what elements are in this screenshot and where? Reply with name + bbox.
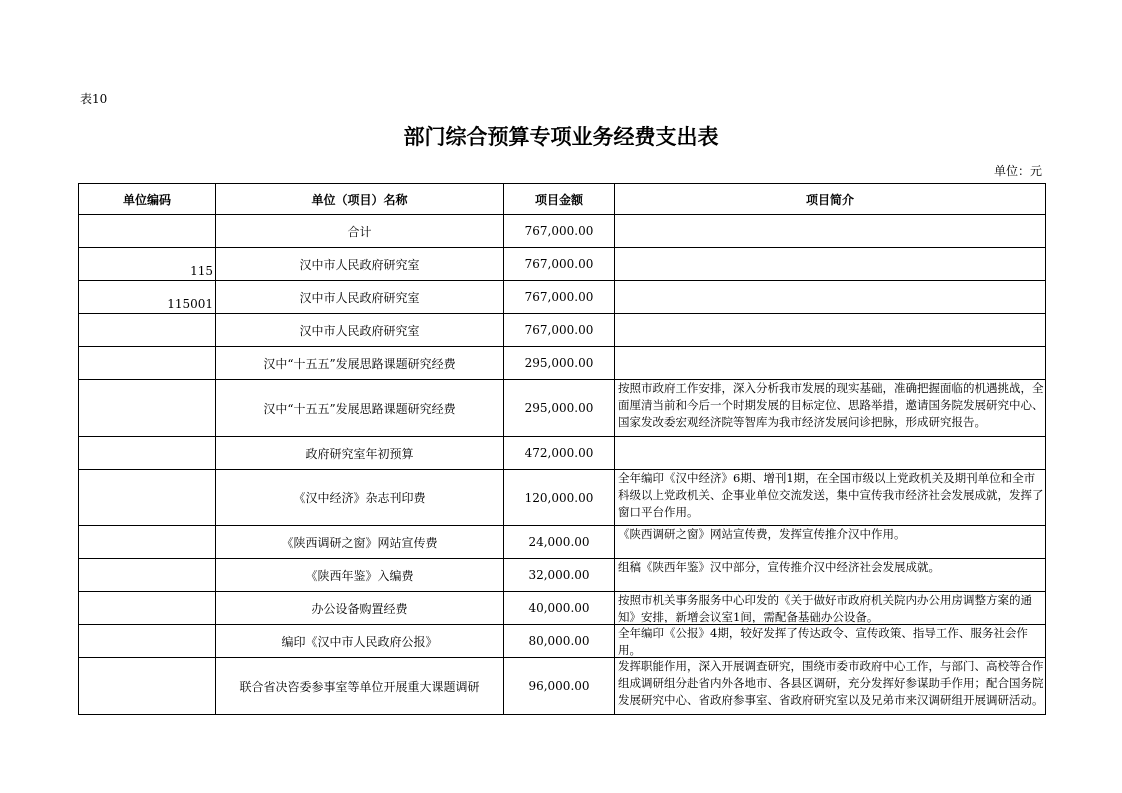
description-cell: [615, 347, 1046, 380]
amount-cell: 32,000.00: [504, 559, 615, 592]
unit-code-cell: [79, 437, 216, 470]
table-number: 表10: [80, 92, 108, 106]
unit-code-cell: [79, 347, 216, 380]
unit-code-cell: [79, 215, 216, 248]
project-name-cell: 合计: [216, 215, 504, 248]
description-text: 组稿《陕西年鉴》汉中部分，宣传推介汉中经济社会发展成就。: [618, 560, 940, 574]
amount-cell: 96,000.00: [504, 658, 615, 715]
project-name-cell: 汉中“十五五”发展思路课题研究经费: [216, 347, 504, 380]
table-row: [79, 347, 1046, 380]
description-cell: [615, 526, 1046, 559]
amount-cell: 24,000.00: [504, 526, 615, 559]
column-header-desc: 项目简介: [615, 184, 1046, 215]
description-cell: [615, 658, 1046, 715]
description-cell: [615, 559, 1046, 592]
project-name-cell: 汉中“十五五”发展思路课题研究经费: [216, 380, 504, 437]
amount-cell: 40,000.00: [504, 592, 615, 625]
unit-code-cell: [79, 526, 216, 559]
amount-cell: 472,000.00: [504, 437, 615, 470]
unit-code-cell: [79, 380, 216, 437]
table-row: [79, 314, 1046, 347]
description-cell: [615, 215, 1046, 248]
page-title: 部门综合预算专项业务经费支出表: [403, 125, 719, 149]
description-text: 《陕西调研之窗》网站宣传费，发挥宣传推介汉中作用。: [618, 527, 906, 541]
description-text: 发挥职能作用，深入开展调查研究，围绕市委市政府中心工作，与部门、高校等合作组成调研组分赴省内外各地市、各县区调研，充分发挥好参谋助手作用；配合国务院发展研究中心、省政府参事室、省政府研究室以及兄弟市来汉调研组开展调研活动。: [618, 659, 1044, 707]
project-name-cell: 政府研究室年初预算: [216, 437, 504, 470]
unit-label: 单位：元: [993, 164, 1042, 178]
column-header-code: 单位编码: [79, 184, 216, 215]
unit-code-cell: [79, 658, 216, 715]
description-text: 按照市机关事务服务中心印发的《关于做好市政府机关院内办公用房调整方案的通知》安排，新增会议室1间，需配备基础办公设备。: [618, 593, 1032, 623]
table-row: [79, 470, 1046, 526]
description-cell: [615, 592, 1046, 625]
table-row: [79, 559, 1046, 592]
unit-code-cell: [79, 314, 216, 347]
table-body: [79, 215, 1046, 715]
description-cell: [615, 380, 1046, 437]
description-cell: [615, 314, 1046, 347]
amount-cell: 767,000.00: [504, 281, 615, 314]
table-row: [79, 625, 1046, 658]
unit-code-cell: 115001: [79, 281, 216, 314]
table-row: [79, 215, 1046, 248]
amount-cell: 120,000.00: [504, 470, 615, 526]
amount-cell: 80,000.00: [504, 625, 615, 658]
table-row: [79, 248, 1046, 281]
project-name-cell: 汉中市人民政府研究室: [216, 248, 504, 281]
amount-cell: 767,000.00: [504, 215, 615, 248]
column-header-amount: 项目金额: [504, 184, 615, 215]
amount-cell: 767,000.00: [504, 314, 615, 347]
project-name-cell: 编印《汉中市人民政府公报》: [216, 625, 504, 658]
description-cell: [615, 625, 1046, 658]
unit-code-cell: 115: [79, 248, 216, 281]
description-text: 按照市政府工作安排，深入分析我市发展的现实基础，准确把握面临的机遇挑战，全面厘清当前和今后一个时期发展的目标定位、思路举措，邀请国务院发展研究中心、国家发改委宏观经济院等智库为我市经济发展问诊把脉，形成研究报告。: [618, 381, 1044, 429]
unit-code-cell: [79, 592, 216, 625]
description-text: 全年编印《汉中经济》6期、增刊1期，在全国市级以上党政机关及期刊单位和全市科级以上党政机关、企事业单位交流发送，集中宣传我市经济社会发展成就，发挥了窗口平台作用。: [618, 471, 1044, 519]
table-row: [79, 437, 1046, 470]
amount-cell: 295,000.00: [504, 380, 615, 437]
amount-cell: 295,000.00: [504, 347, 615, 380]
budget-table: [78, 183, 1046, 715]
table-row: [79, 526, 1046, 559]
column-header-name: 单位（项目）名称: [216, 184, 504, 215]
project-name-cell: 《陕西年鉴》入编费: [216, 559, 504, 592]
project-name-cell: 联合省决咨委参事室等单位开展重大课题调研: [216, 658, 504, 715]
description-cell: [615, 470, 1046, 526]
table-row: [79, 592, 1046, 625]
table-row: [79, 658, 1046, 715]
table-header-row: [79, 184, 1046, 215]
description-text: 全年编印《公报》4期，较好发挥了传达政令、宣传政策、指导工作、服务社会作用。: [618, 626, 1028, 656]
unit-code-cell: [79, 625, 216, 658]
project-name-cell: 办公设备购置经费: [216, 592, 504, 625]
project-name-cell: 汉中市人民政府研究室: [216, 281, 504, 314]
project-name-cell: 汉中市人民政府研究室: [216, 314, 504, 347]
project-name-cell: 《陕西调研之窗》网站宣传费: [216, 526, 504, 559]
unit-code-cell: [79, 470, 216, 526]
description-cell: [615, 281, 1046, 314]
table-row: [79, 380, 1046, 437]
table-row: [79, 281, 1046, 314]
description-cell: [615, 248, 1046, 281]
amount-cell: 767,000.00: [504, 248, 615, 281]
unit-code-cell: [79, 559, 216, 592]
description-cell: [615, 437, 1046, 470]
project-name-cell: 《汉中经济》杂志刊印费: [216, 470, 504, 526]
